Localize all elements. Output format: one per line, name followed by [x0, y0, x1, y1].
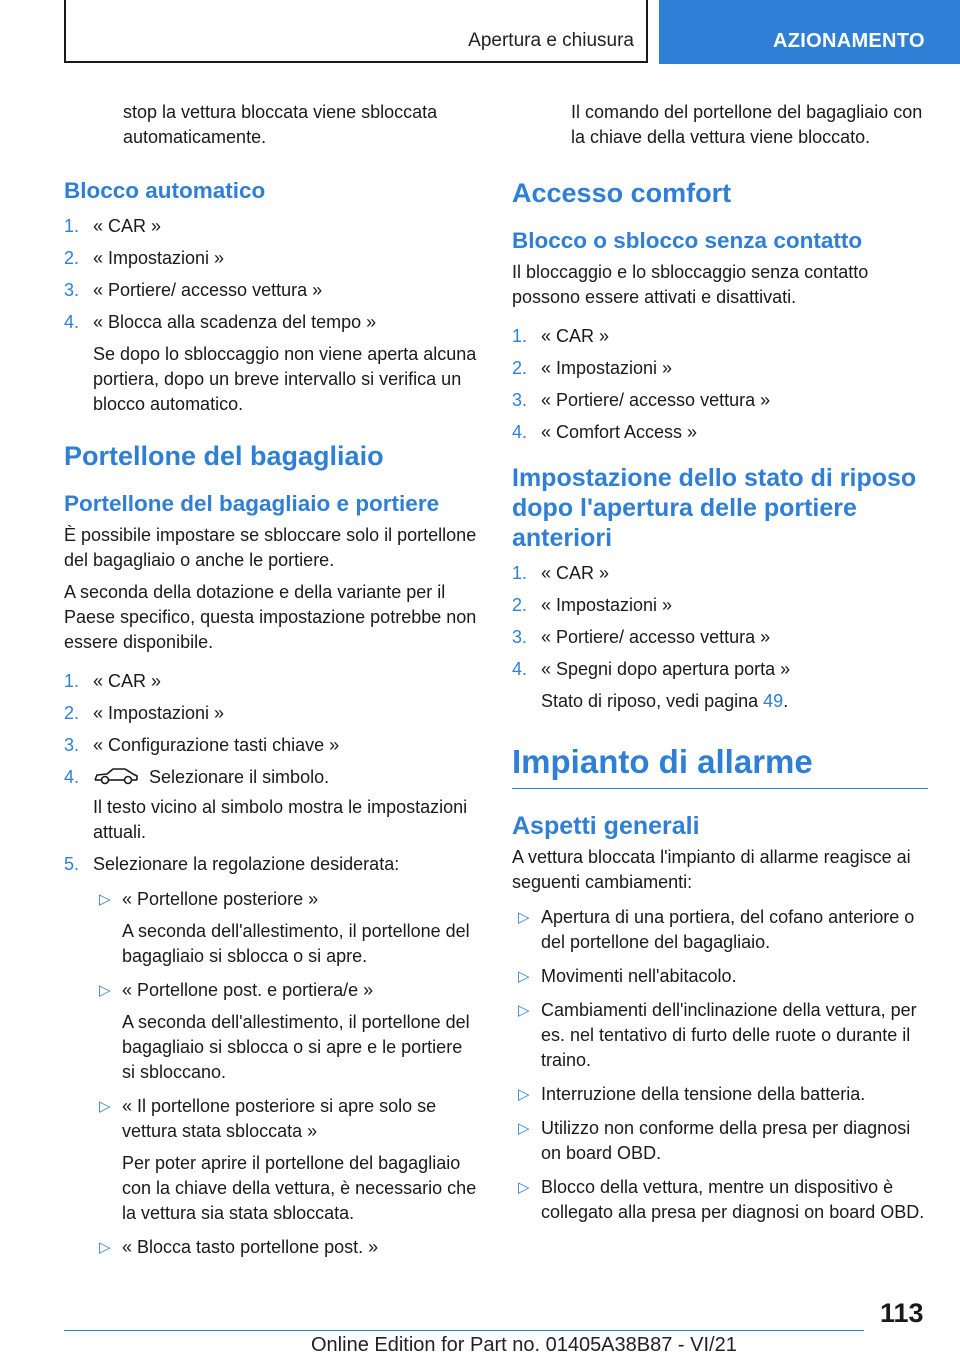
step-number: 3. — [64, 280, 80, 300]
option-desc: A seconda dell'allestimento, il portellone del bagagliaio si sblocca o si apre e le portiere si sbloccano. — [122, 1012, 470, 1082]
heading-impianto-allarme: Impianto di allarme — [512, 743, 813, 780]
bullet-triangle-icon: ▷ — [518, 1086, 530, 1103]
right-top-text: Il comando del portellone del bagagliaio con la chiave della vettura viene bloccato. — [571, 102, 923, 147]
steps-portellone — [64, 669, 480, 793]
steps-accesso — [512, 324, 928, 445]
option-desc: Per poter aprire il portellone del bagagliaio con la chiave della vettura, è necessario che la vettura sia stata sbloccata. — [122, 1153, 477, 1223]
list-item — [64, 701, 480, 726]
step4-note: Il testo vicino al simbolo mostra le impostazioni attuali. — [93, 797, 468, 842]
list-item — [93, 887, 480, 969]
chapter-label: AZIONAMENTO — [773, 30, 925, 52]
list-item — [512, 1116, 928, 1166]
list-item — [512, 657, 928, 682]
blocco-automatico-note: Se dopo lo sbloccaggio non viene aperta alcuna portiera, dopo un breve intervallo si verifica un blocco automatico. — [93, 344, 477, 414]
step-number: 1. — [512, 563, 528, 583]
list-item — [64, 669, 480, 694]
step-number: 3. — [64, 735, 80, 755]
list-item — [64, 246, 480, 271]
steps-riposo — [512, 561, 928, 682]
step-text: « Comfort Access » — [541, 422, 698, 442]
allarme-para: A vettura bloccata l'impianto di allarme reagisce ai seguenti cambiamenti: — [512, 847, 911, 892]
list-item — [512, 593, 928, 618]
step-number: 1. — [64, 216, 80, 236]
item-text: Interruzione della tensione della batteria. — [541, 1084, 866, 1104]
bullet-triangle-icon: ▷ — [518, 968, 530, 985]
step-text: « Portiere/ accesso vettura » — [541, 627, 771, 647]
list-item — [64, 310, 480, 335]
footer-edition: Online Edition for Part no. 01405A38B87 - VI/21 — [311, 1334, 737, 1356]
step-number: 3. — [512, 627, 528, 647]
option-label: « Portellone posteriore » — [122, 889, 319, 909]
step-number: 2. — [64, 248, 80, 268]
heading-portellone: Portellone del bagagliaio — [64, 441, 384, 471]
subheading-aspetti-generali: Aspetti generali — [512, 812, 700, 840]
step-text: « CAR » — [93, 216, 162, 236]
list-item — [512, 1082, 928, 1107]
list-item — [93, 1235, 480, 1260]
list-item — [512, 1175, 928, 1225]
footer-divider — [64, 1330, 864, 1331]
item-text: Blocco della vettura, mentre un dispositivo è collegato alla presa per diagnosi on board OBD. — [541, 1177, 925, 1222]
riposo-note — [541, 689, 928, 714]
list-item — [512, 420, 928, 445]
list-item — [512, 905, 928, 955]
riposo-note-text: Stato di riposo, vedi pagina — [541, 691, 764, 711]
bullet-triangle-icon: ▷ — [518, 1179, 530, 1196]
list-item — [512, 324, 928, 349]
riposo-note-suffix: . — [783, 691, 789, 711]
list-item — [512, 388, 928, 413]
step-number: 3. — [512, 390, 528, 410]
list-item — [64, 733, 480, 758]
chapter-tab — [659, 0, 960, 64]
right-column — [512, 100, 928, 1234]
step-text: « Impostazioni » — [541, 358, 673, 378]
step-text: « Blocca alla scadenza del tempo » — [93, 312, 377, 332]
left-column — [64, 100, 480, 1269]
list-item — [512, 625, 928, 650]
step-text: Selezionare il simbolo. — [149, 767, 330, 787]
step-number: 4. — [512, 422, 528, 442]
item-text: Movimenti nell'abitacolo. — [541, 966, 737, 986]
step-text: « CAR » — [93, 671, 162, 691]
section-title: Apertura e chiusura — [468, 30, 634, 51]
list-item — [512, 964, 928, 989]
bullet-triangle-icon: ▷ — [518, 909, 530, 926]
option-label: « Il portellone posteriore si apre solo se vettura stata sbloccata » — [122, 1096, 437, 1141]
accesso-para: Il bloccaggio e lo sbloccaggio senza contatto possono essere attivati e disattivati. — [512, 262, 869, 307]
bullet-triangle-icon: ▷ — [518, 1120, 530, 1137]
bullet-triangle-icon: ▷ — [99, 1239, 111, 1256]
step-number: 1. — [512, 326, 528, 346]
list-item — [64, 214, 480, 239]
step-text: « Impostazioni » — [93, 703, 225, 723]
list-item — [512, 356, 928, 381]
step-number: 1. — [64, 671, 80, 691]
step-number: 2. — [64, 703, 80, 723]
option-label: « Portellone post. e portiera/e » — [122, 980, 374, 1000]
step-text: « Portiere/ accesso vettura » — [541, 390, 771, 410]
allarme-items — [512, 905, 928, 1225]
list-item — [93, 1094, 480, 1226]
step-number: 2. — [512, 595, 528, 615]
step-text: « Impostazioni » — [93, 248, 225, 268]
step-text: « Configurazione tasti chiave » — [93, 735, 340, 755]
left-top-text: stop la vettura bloccata viene sbloccata automaticamente. — [123, 102, 438, 147]
header-left-frame — [64, 0, 648, 63]
bullet-triangle-icon: ▷ — [518, 1002, 530, 1019]
list-item — [512, 998, 928, 1073]
heading-accesso-comfort: Accesso comfort — [512, 178, 732, 208]
portellone-para-1: È possibile impostare se sbloccare solo il portellone del bagagliaio o anche le portiere. — [64, 525, 477, 570]
option-desc: A seconda dell'allestimento, il portellone del bagagliaio si sblocca o si apre. — [122, 921, 470, 966]
step-text: « CAR » — [541, 563, 610, 583]
bullet-triangle-icon: ▷ — [99, 891, 111, 908]
allarme-heading-wrap — [512, 742, 928, 789]
step-text: « CAR » — [541, 326, 610, 346]
subheading-senza-contatto: Blocco o sblocco senza contatto — [512, 228, 863, 253]
car-outline-icon — [93, 766, 139, 793]
page-number: 113 — [880, 1298, 924, 1328]
bullet-triangle-icon: ▷ — [99, 982, 111, 999]
step-number: 5. — [64, 854, 80, 874]
heading-stato-riposo: Impostazione dello stato di riposo dopo l'apertura delle portiere anteriori — [512, 464, 917, 552]
step-number: 2. — [512, 358, 528, 378]
steps-blocco-automatico — [64, 214, 480, 335]
step-number: 4. — [64, 312, 80, 332]
step-text: Selezionare la regolazione desiderata: — [93, 854, 400, 874]
page-link[interactable]: 49 — [763, 691, 784, 711]
list-item — [93, 978, 480, 1085]
step-text: « Spegni dopo apertura porta » — [541, 659, 791, 679]
list-item — [512, 561, 928, 586]
heading-blocco-automatico: Blocco automatico — [64, 178, 266, 203]
subheading-portellone-portiere: Portellone del bagagliaio e portiere — [64, 491, 440, 516]
item-text: Apertura di una portiera, del cofano anteriore o del portellone del bagagliaio. — [541, 907, 915, 952]
item-text: Cambiamenti dell'inclinazione della vettura, per es. nel tentativo di furto delle ruote o durante il traino. — [541, 1000, 917, 1070]
step-number: 4. — [64, 767, 80, 787]
list-item — [64, 278, 480, 303]
step-text: « Portiere/ accesso vettura » — [93, 280, 323, 300]
list-item — [64, 852, 480, 877]
portellone-options — [93, 887, 480, 1260]
step-number: 4. — [512, 659, 528, 679]
step-text: « Impostazioni » — [541, 595, 673, 615]
list-item — [64, 765, 480, 793]
option-label: « Blocca tasto portellone post. » — [122, 1237, 379, 1257]
bullet-triangle-icon: ▷ — [99, 1098, 111, 1115]
portellone-para-2: A seconda della dotazione e della variante per il Paese specifico, questa impostazione potrebbe non essere disponibile. — [64, 582, 477, 652]
item-text: Utilizzo non conforme della presa per diagnosi on board OBD. — [541, 1118, 911, 1163]
